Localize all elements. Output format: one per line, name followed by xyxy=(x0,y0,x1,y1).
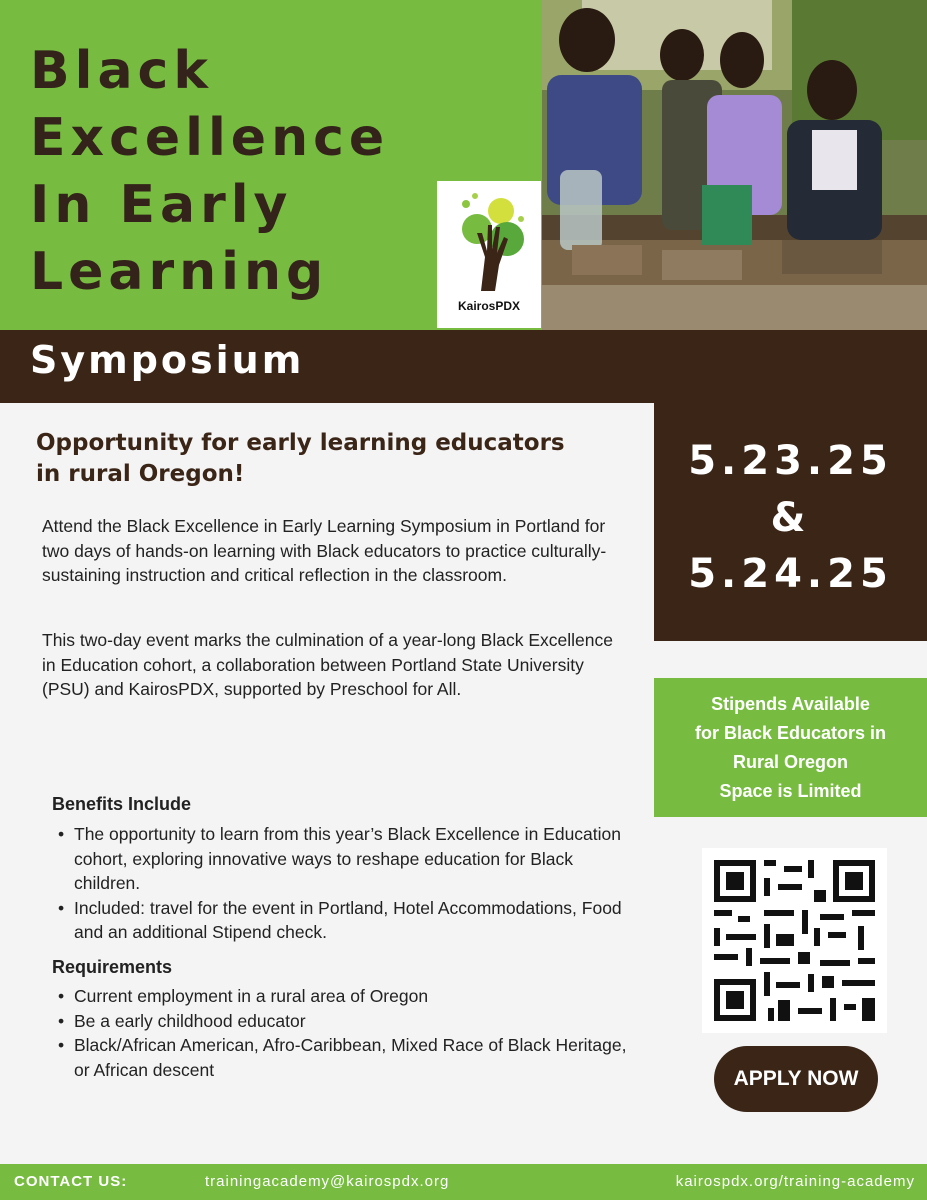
headline: Opportunity for early learning educators in rural Oregon! xyxy=(36,430,565,487)
event-dates xyxy=(654,403,927,641)
logo-label: KairosPDX xyxy=(457,299,521,313)
benefits-heading: Benefits Include xyxy=(52,794,192,814)
title-line: Black xyxy=(30,41,213,101)
requirements-list xyxy=(52,984,632,1082)
intro-paragraph: Attend the Black Excellence in Early Learning Symposium in Portland for two days of hands-on learning with Black educators to practice culturally-sustaining instruction and critical reflection in the classroom. xyxy=(42,516,607,585)
kairospdx-logo xyxy=(437,181,541,328)
date-joiner: & xyxy=(770,495,811,541)
list-item: • Current employment in a rural area of Oregon xyxy=(52,984,632,1009)
stipend-line: for Black Educators in xyxy=(694,723,887,743)
list-item: • The opportunity to learn from this year’s Black Excellence in Education cohort, exploring innovative ways to reshape education for Black children. xyxy=(52,822,632,896)
qr-code[interactable] xyxy=(702,848,887,1033)
requirements-heading: Requirements xyxy=(52,957,173,977)
list-item: • Black/African American, Afro-Caribbean, Mixed Race of Black Heritage, or African descent xyxy=(52,1033,632,1082)
event-subtitle: Symposium xyxy=(30,338,305,382)
title-line: In Early xyxy=(30,175,293,235)
stipend-line: Space is Limited xyxy=(719,781,862,801)
list-item: • Included: travel for the event in Portland, Hotel Accommodations, Food and an additional Stipend check. xyxy=(52,896,632,945)
stipend-line: Stipends Available xyxy=(711,694,870,714)
date-second: 5.24.25 xyxy=(688,551,893,597)
footer-bar xyxy=(0,1164,927,1200)
title-line: Excellence xyxy=(30,108,390,168)
stipend-notice xyxy=(654,678,927,817)
apply-now-button[interactable]: APPLY NOW xyxy=(714,1046,878,1112)
event-title xyxy=(30,38,389,306)
cohort-paragraph: This two-day event marks the culmination of a year-long Black Excellence in Education cohort, a collaboration between Portland State University (PSU) and KairosPDX, supported by Preschool for All. xyxy=(42,630,613,699)
website-link[interactable]: kairospdx.org/training-academy xyxy=(675,1173,915,1190)
stipend-line: Rural Oregon xyxy=(732,752,848,772)
title-line: Learning xyxy=(30,242,329,302)
contact-label: CONTACT US: xyxy=(14,1173,128,1190)
benefits-list xyxy=(52,822,632,945)
contact-email-link[interactable]: trainingacademy@kairospdx.org xyxy=(205,1173,450,1190)
list-item: • Be a early childhood educator xyxy=(52,1009,632,1034)
children-garden-photo xyxy=(542,0,927,330)
date-first: 5.23.25 xyxy=(688,438,893,484)
